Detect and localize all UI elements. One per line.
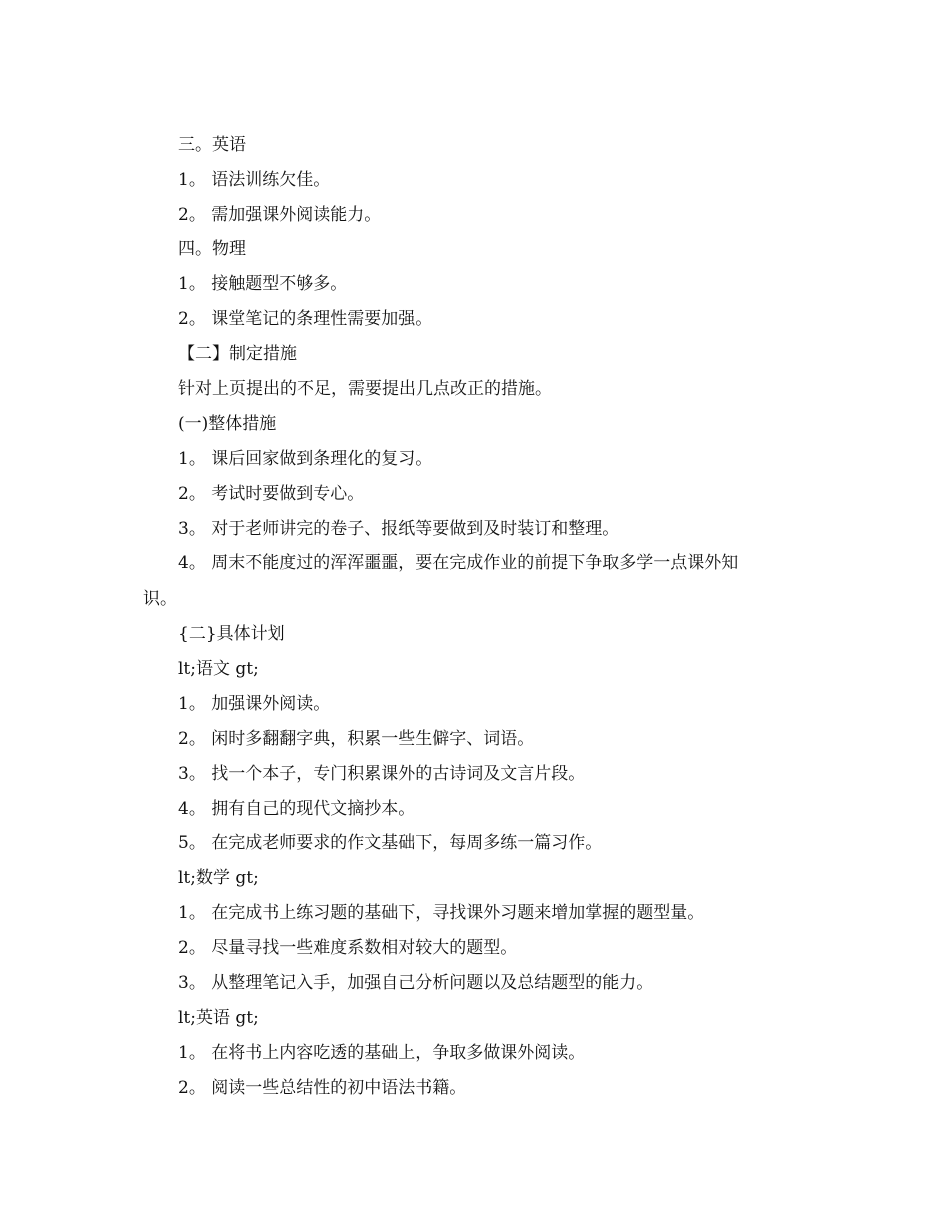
list-item: 4。 周末不能度过的浑浑噩噩，要在完成作业的前提下争取多学一点课外知 bbox=[178, 553, 739, 573]
list-item: 5。 在完成老师要求的作文基础下，每周多练一篇习作。 bbox=[178, 833, 603, 853]
list-item: 2。 考试时要做到专心。 bbox=[178, 484, 365, 504]
subject-heading-english: lt;英语 gt; bbox=[178, 1008, 259, 1028]
subsection-heading-plan: {二}具体计划 bbox=[178, 624, 285, 644]
list-item: 2。 尽量寻找一些难度系数相对较大的题型。 bbox=[178, 938, 518, 958]
section-heading-english: 三。英语 bbox=[178, 135, 246, 155]
subject-heading-math: lt;数学 gt; bbox=[178, 868, 259, 888]
subject-heading-chinese: lt;语文 gt; bbox=[178, 659, 259, 679]
list-item-continuation: 识。 bbox=[143, 589, 177, 609]
list-item: 1。 语法训练欠佳。 bbox=[178, 170, 331, 190]
section-heading-measures: 【二】制定措施 bbox=[178, 344, 297, 364]
list-item: 1。 课后回家做到条理化的复习。 bbox=[178, 449, 433, 469]
list-item: 1。 在完成书上练习题的基础下，寻找课外习题来增加掌握的题型量。 bbox=[178, 903, 705, 923]
list-item: 4。 拥有自己的现代文摘抄本。 bbox=[178, 799, 416, 819]
list-item: 1。 在将书上内容吃透的基础上，争取多做课外阅读。 bbox=[178, 1043, 586, 1063]
list-item: 3。 对于老师讲完的卷子、报纸等要做到及时装订和整理。 bbox=[178, 519, 620, 539]
subsection-heading-overall: (一)整体措施 bbox=[178, 414, 277, 434]
section-heading-physics: 四。物理 bbox=[178, 239, 246, 259]
list-item: 2。 需加强课外阅读能力。 bbox=[178, 205, 382, 225]
list-item: 1。 接触题型不够多。 bbox=[178, 274, 348, 294]
list-item: 1。 加强课外阅读。 bbox=[178, 694, 331, 714]
list-item: 3。 找一个本子，专门积累课外的古诗词及文言片段。 bbox=[178, 764, 586, 784]
list-item: 3。 从整理笔记入手，加强自己分析问题以及总结题型的能力。 bbox=[178, 973, 654, 993]
paragraph: 针对上页提出的不足，需要提出几点改正的措施。 bbox=[178, 379, 552, 399]
list-item: 2。 课堂笔记的条理性需要加强。 bbox=[178, 309, 433, 329]
list-item: 2。 阅读一些总结性的初中语法书籍。 bbox=[178, 1078, 467, 1098]
list-item: 2。 闲时多翻翻字典，积累一些生僻字、词语。 bbox=[178, 729, 535, 749]
